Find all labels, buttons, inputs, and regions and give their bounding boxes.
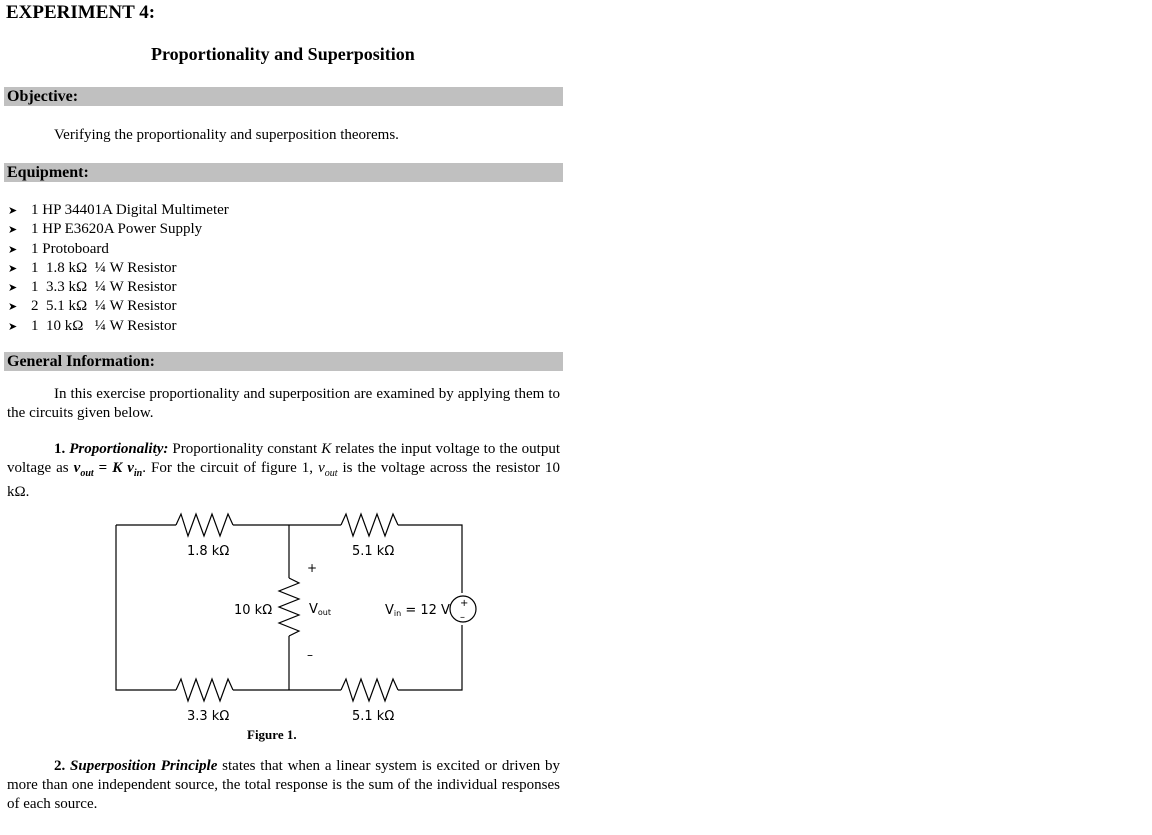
vout-label: Vout: [309, 602, 332, 617]
list-item: ➤ 1 HP E3620A Power Supply: [8, 221, 203, 238]
source-plus: +: [460, 598, 469, 609]
equipment-list: [8, 201, 229, 336]
vout-plus: +: [307, 561, 318, 575]
list-item: ➤ 2 5.1 kΩ ¼ W Resistor: [8, 298, 177, 315]
bullet-arrow-icon: ➤: [8, 242, 18, 256]
proportionality-paragraph: 1. Proportionality: Proportionality constant K relates the input voltage to the output voltage as $v_{out} = K$ $v_{in}$. For the circuit of figure 1, $v_{out}$ is the voltage across the resistor 10 kΩ.: [7, 441, 560, 500]
objective-text: Verifying the proportionality and superposition theorems.: [54, 127, 399, 143]
list-item: ➤ 1 10 kΩ ¼ W Resistor: [8, 317, 177, 334]
figure-caption: Figure 1.: [247, 727, 297, 742]
superposition-paragraph: 2. Superposition Principle states that when a linear system is excited or driven by more than one independent source, the total response is the sum of the individual responses of each source.: [7, 758, 560, 812]
bullet-arrow-icon: ➤: [8, 281, 18, 295]
intro-paragraph: In this exercise proportionality and superposition are examined by applying them to the circuits given below.: [7, 386, 560, 421]
bullet-arrow-icon: ➤: [8, 223, 18, 237]
equipment-heading: Equipment:: [7, 164, 89, 181]
wire: [116, 525, 176, 690]
page-title: Proportionality and Superposition: [151, 44, 415, 64]
equipment-heading-bar: [4, 163, 563, 182]
label-r-5-1k-top: 5.1 kΩ: [352, 544, 395, 559]
label-r-10k: 10 kΩ: [234, 603, 273, 618]
list-item: ➤ 1 1.8 kΩ ¼ W Resistor: [8, 259, 177, 276]
label-r-5-1k-bottom: 5.1 kΩ: [352, 709, 395, 724]
objective-heading: Objective:: [7, 88, 79, 105]
resistor-1-8k: [176, 514, 233, 536]
experiment-number: EXPERIMENT 4:: [6, 2, 156, 23]
list-item: ➤ 1 Protoboard: [8, 240, 109, 257]
list-item: ➤ 1 HP 34401A Digital Multimeter: [8, 202, 229, 218]
list-item: ➤ 1 3.3 kΩ ¼ W Resistor: [8, 279, 177, 296]
label-r-3-3k: 3.3 kΩ: [187, 709, 230, 724]
resistor-5-1k-bottom: [341, 679, 398, 701]
label-r-1-8k: 1.8 kΩ: [187, 544, 230, 559]
source-minus: –: [460, 612, 465, 623]
vin-label: Vin = 12 V: [385, 603, 450, 618]
wire: [398, 525, 462, 593]
resistor-5-1k-top: [341, 514, 398, 536]
wire: [398, 625, 462, 690]
general-info-heading: General Information:: [7, 353, 155, 370]
bullet-arrow-icon: ➤: [8, 300, 18, 314]
bullet-arrow-icon: ➤: [8, 261, 18, 275]
objective-heading-bar: [4, 87, 563, 106]
general-info-heading-bar: [4, 352, 563, 371]
bullet-arrow-icon: ➤: [8, 319, 18, 333]
resistor-3-3k: [176, 679, 233, 701]
circuit-diagram: [0, 505, 600, 730]
vout-minus: –: [307, 648, 313, 662]
resistor-10k: [279, 578, 299, 636]
bullet-arrow-icon: ➤: [8, 204, 18, 217]
